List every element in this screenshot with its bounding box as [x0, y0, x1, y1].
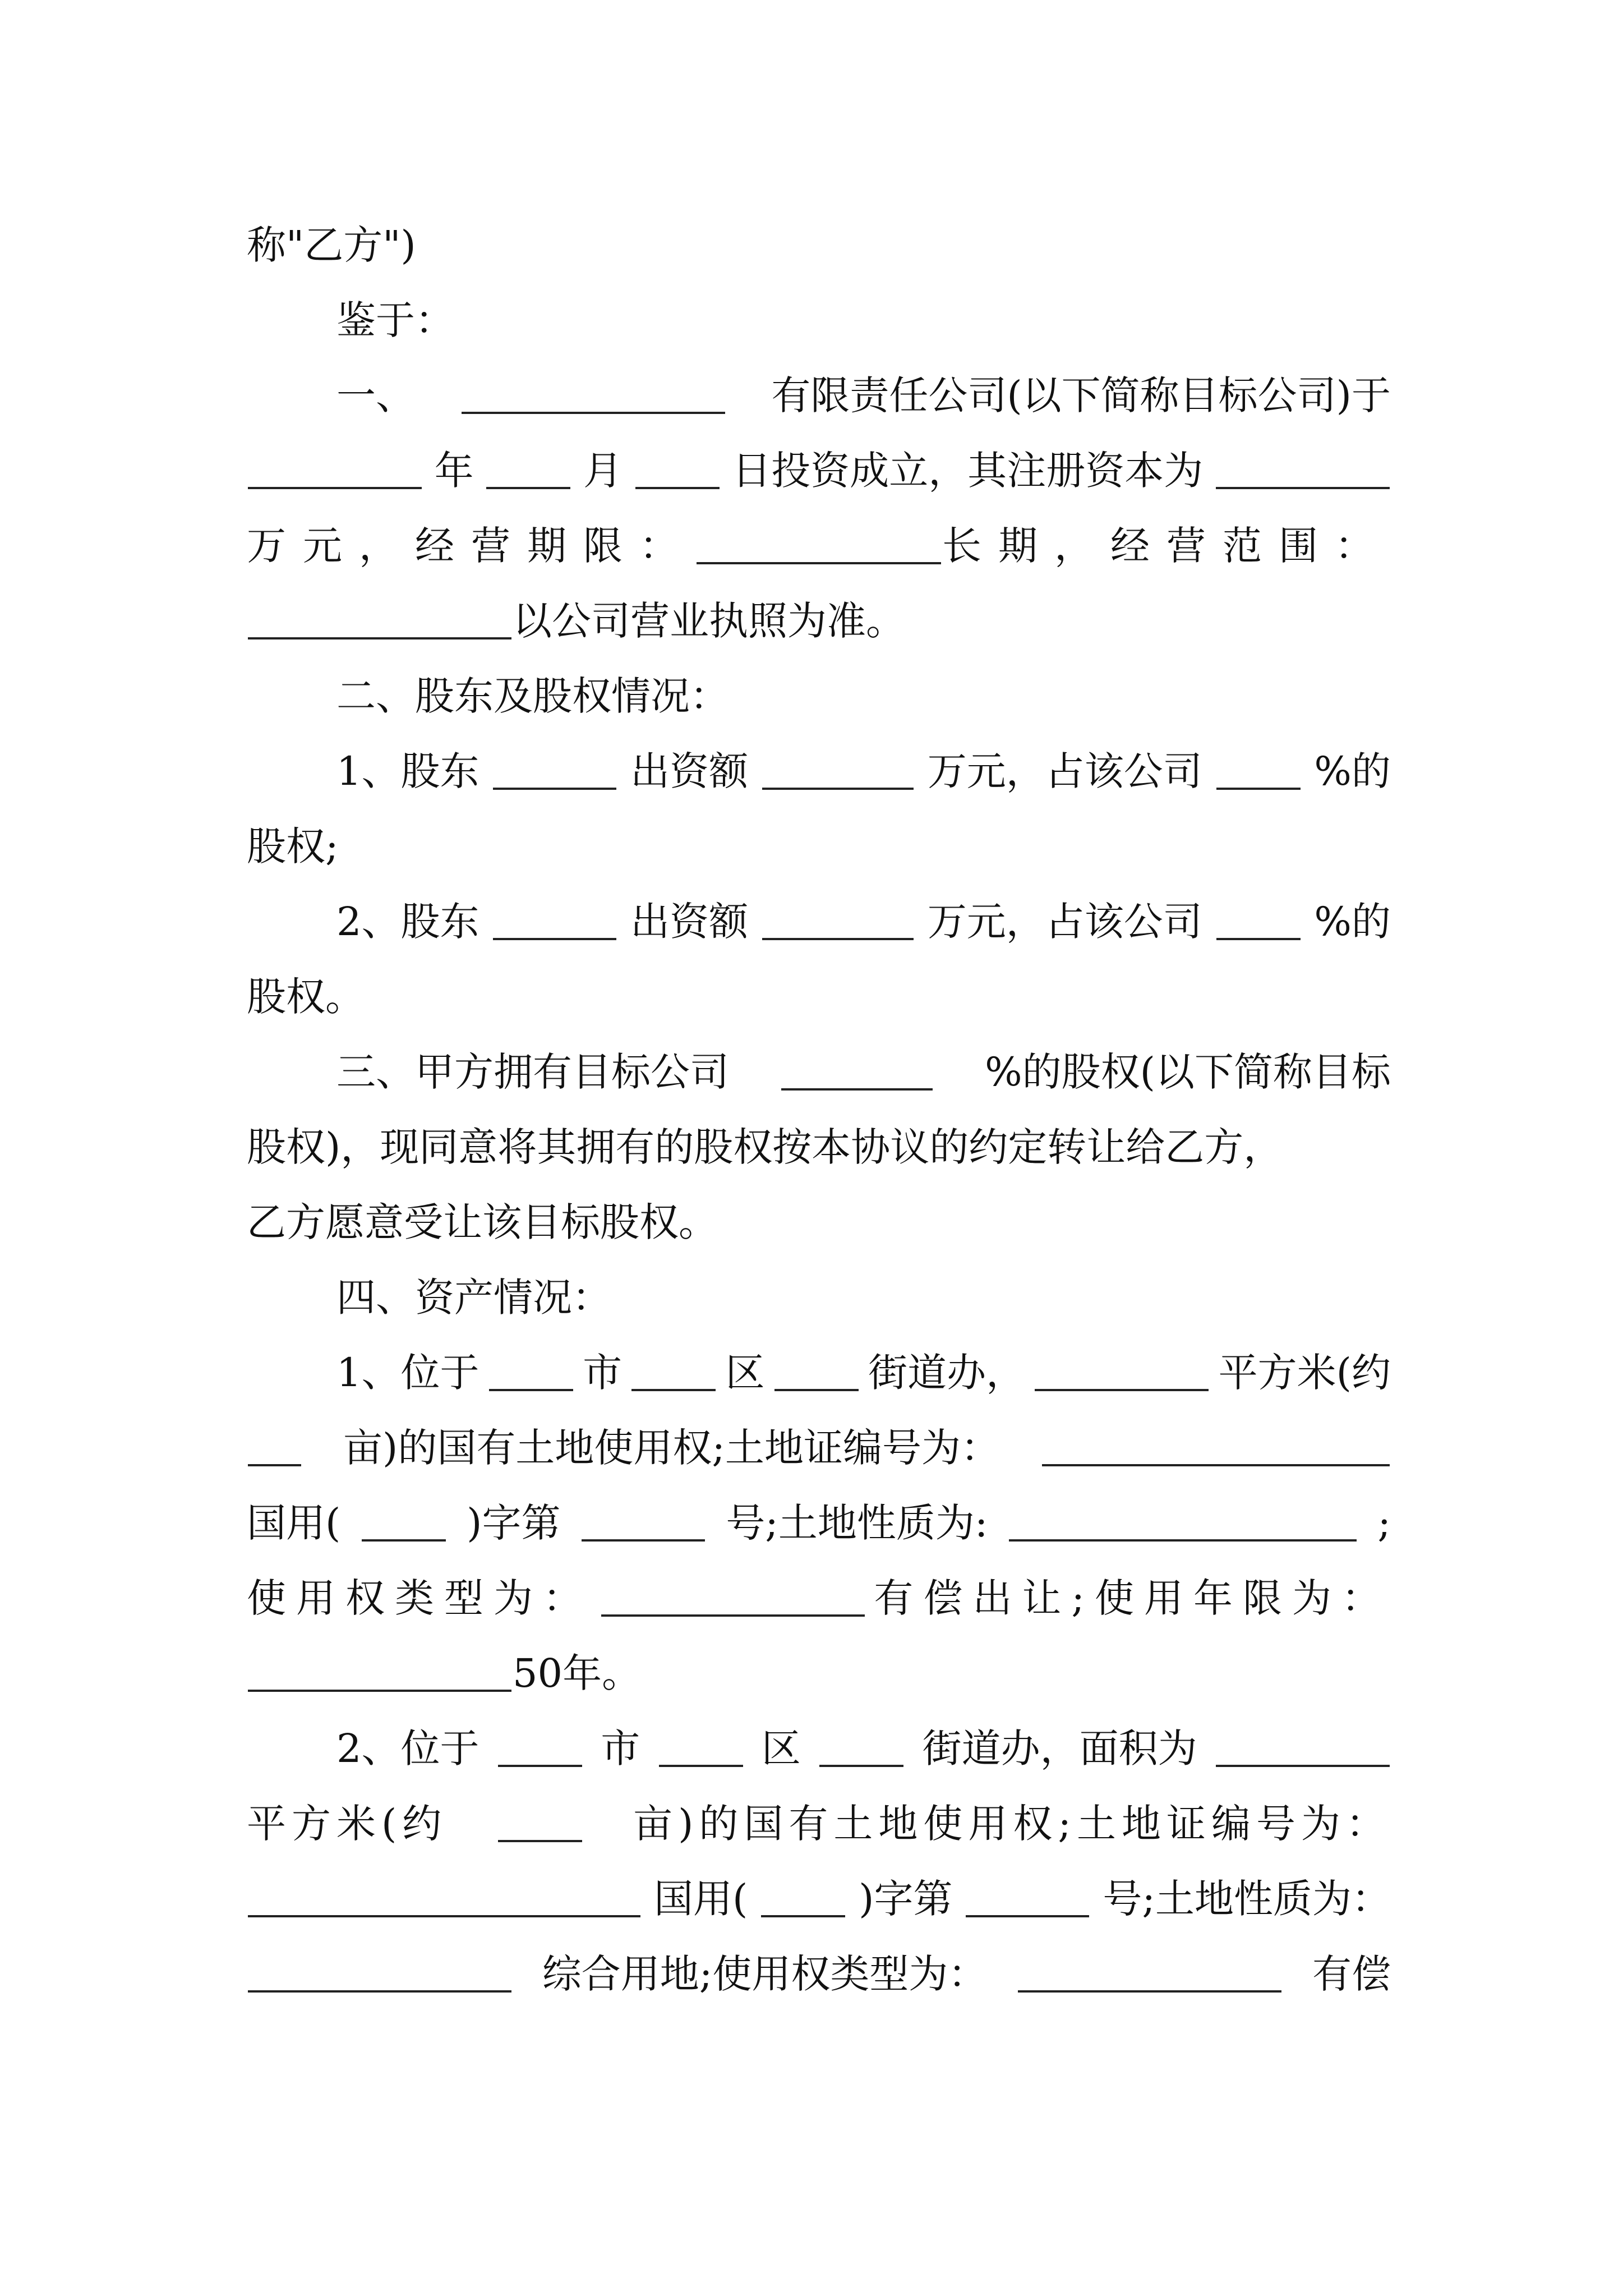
- text-line: [247, 1642, 1391, 1704]
- text-line: [247, 1267, 1391, 1328]
- text-line: [247, 1868, 1391, 1930]
- text-line: [247, 665, 1391, 727]
- text-segment: 出资额: [630, 899, 749, 945]
- fill-blank: [582, 1504, 705, 1542]
- text-segment: 万元，占该公司: [927, 899, 1202, 945]
- fill-blank: [601, 1580, 865, 1617]
- text-segment: 区: [725, 1350, 765, 1396]
- text-segment: 以公司营业执照为准。: [513, 598, 905, 644]
- text-line: [247, 289, 1391, 351]
- text-line: [247, 214, 1391, 276]
- text-segment: 50年。: [513, 1650, 642, 1696]
- fill-blank: [489, 1354, 573, 1391]
- text-segment: 2、股东: [336, 899, 479, 945]
- text-segment: 市: [583, 1350, 623, 1396]
- fill-blank: [493, 753, 616, 790]
- fill-blank: [631, 1354, 716, 1391]
- text-segment: 国用(: [247, 1500, 341, 1546]
- text-line: [247, 440, 1391, 501]
- text-line: [247, 1718, 1391, 1779]
- text-segment: 股权)，现同意将其拥有的股权按本协议的约定转让给乙方，: [247, 1124, 1283, 1170]
- fill-blank: [762, 753, 914, 790]
- fill-blank: [774, 1354, 859, 1391]
- fill-blank: [248, 1429, 301, 1466]
- fill-blank: [498, 1730, 582, 1767]
- text-segment: 有偿: [1312, 1951, 1391, 1997]
- text-line: [247, 1342, 1391, 1404]
- text-segment: 一、: [336, 372, 415, 418]
- fill-blank: [462, 377, 725, 414]
- text-segment: 市: [601, 1726, 640, 1772]
- text-segment: 万元，占该公司: [927, 748, 1202, 794]
- text-segment: 街道办，: [868, 1350, 1026, 1396]
- text-segment: 使用权类型为：: [247, 1575, 592, 1621]
- text-segment: 号;土地性质为：: [1103, 1876, 1391, 1922]
- text-line: [247, 1041, 1391, 1103]
- fill-blank: [1216, 452, 1390, 489]
- text-segment: 称"乙方"): [247, 222, 416, 268]
- text-line: [247, 740, 1391, 802]
- text-line: [247, 891, 1391, 953]
- text-line: [247, 1116, 1391, 1178]
- fill-blank: [248, 602, 511, 639]
- text-segment: 日投资成立，其注册资本为: [732, 448, 1204, 494]
- fill-blank: [362, 1504, 446, 1542]
- text-segment: 区: [761, 1726, 801, 1772]
- fill-blank: [966, 1880, 1089, 1917]
- text-line: [247, 515, 1391, 577]
- fill-blank: [498, 1805, 582, 1842]
- text-line: [247, 365, 1391, 426]
- text-segment: 综合用地;使用权类型为：: [542, 1951, 988, 1997]
- fill-blank: [659, 1730, 743, 1767]
- text-segment: 乙方愿意受让该目标股权。: [247, 1199, 718, 1245]
- fill-blank: [1042, 1429, 1390, 1466]
- fill-blank: [248, 1880, 640, 1917]
- fill-blank: [248, 452, 422, 489]
- text-segment: 万元，经营期限：: [247, 523, 695, 569]
- fill-blank: [819, 1730, 903, 1767]
- fill-blank: [1216, 753, 1301, 790]
- fill-blank: [781, 1053, 933, 1091]
- text-line: [247, 1793, 1391, 1855]
- text-line: [247, 1191, 1391, 1253]
- fill-blank: [1018, 1955, 1281, 1993]
- text-segment: %的: [1314, 899, 1391, 945]
- text-segment: 长期，经营范围：: [942, 523, 1391, 569]
- text-segment: 有偿出让;使用年限为：: [874, 1575, 1391, 1621]
- text-segment: %的股权(以下简称目标: [985, 1049, 1391, 1095]
- text-segment: 平方米(约: [247, 1801, 448, 1847]
- text-line: [247, 590, 1391, 652]
- fill-blank: [493, 903, 616, 940]
- text-segment: 国用(: [653, 1876, 748, 1922]
- text-segment: )字第: [859, 1876, 953, 1922]
- fill-blank: [248, 1655, 511, 1692]
- fill-blank: [248, 1955, 511, 1993]
- fill-blank: [1216, 1730, 1390, 1767]
- fill-blank: [1035, 1354, 1209, 1391]
- text-line: [247, 1492, 1391, 1554]
- text-segment: 街道办，面积为: [922, 1726, 1197, 1772]
- text-line: [247, 1943, 1391, 2005]
- text-segment: 月: [583, 448, 623, 494]
- fill-blank: [761, 1880, 845, 1917]
- text-segment: 亩)的国有土地使用权;土地证编号为：: [633, 1801, 1391, 1847]
- text-segment: 平方米(约: [1218, 1350, 1391, 1396]
- text-segment: 二、股东及股权情况：: [336, 673, 729, 719]
- fill-blank: [486, 452, 570, 489]
- text-segment: 股权;: [247, 823, 339, 869]
- text-segment: 有限责任公司(以下简称目标公司)于: [771, 372, 1391, 418]
- text-segment: 三、甲方拥有目标公司: [336, 1049, 729, 1095]
- text-segment: 鉴于：: [336, 297, 454, 343]
- text-segment: 出资额: [630, 748, 749, 794]
- text-segment: 股权。: [247, 974, 365, 1020]
- text-segment: 四、资产情况：: [336, 1274, 611, 1320]
- text-segment: 年: [434, 448, 474, 494]
- text-line: [247, 1417, 1391, 1479]
- text-segment: 号;土地性质为:: [726, 1500, 988, 1546]
- text-segment: 亩)的国有土地使用权;土地证编号为：: [343, 1425, 1000, 1471]
- text-line: [247, 816, 1391, 877]
- text-segment: 1、股东: [336, 748, 479, 794]
- fill-blank: [697, 527, 941, 564]
- text-line: [247, 966, 1391, 1028]
- fill-blank: [1009, 1504, 1357, 1542]
- text-line: [247, 1567, 1391, 1629]
- fill-blank: [635, 452, 720, 489]
- text-segment: )字第: [467, 1500, 561, 1546]
- text-segment: 1、位于: [336, 1350, 479, 1396]
- text-segment: 2、位于: [336, 1726, 479, 1772]
- fill-blank: [762, 903, 914, 940]
- text-segment: %的: [1314, 748, 1391, 794]
- text-segment: ;: [1377, 1500, 1391, 1546]
- fill-blank: [1216, 903, 1301, 940]
